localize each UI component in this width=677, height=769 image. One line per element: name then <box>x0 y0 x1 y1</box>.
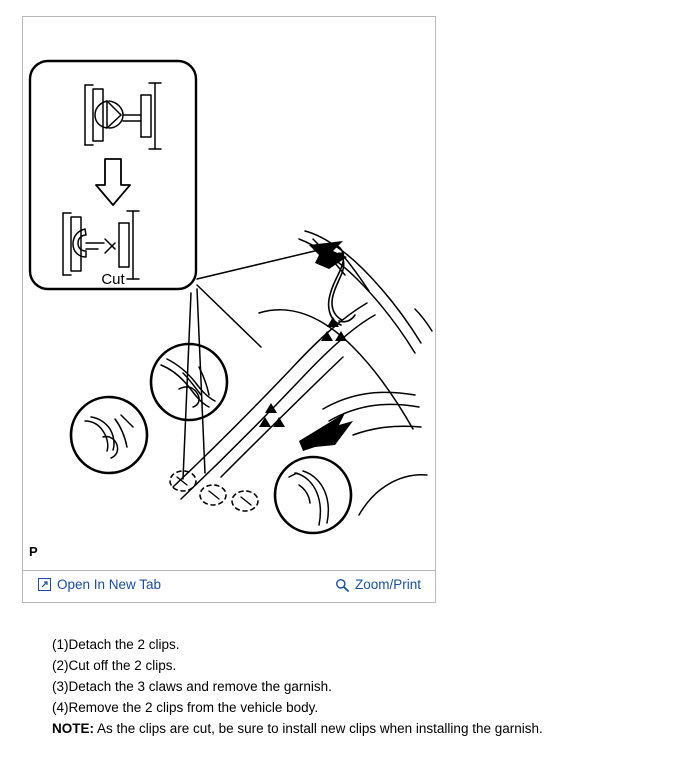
down-arrow <box>96 159 130 205</box>
note-label: NOTE: <box>52 721 94 736</box>
open-in-new-tab-button[interactable] <box>38 577 161 592</box>
figure-cut-label: Cut <box>101 271 125 288</box>
claw-marker-lower <box>259 403 285 427</box>
detail-circle-right <box>275 457 351 533</box>
vehicle-outline <box>173 231 432 515</box>
note-text: As the clips are cut, be sure to install new clips when installing the garnish. <box>97 721 543 736</box>
zoom-print-label: Zoom/Print <box>354 577 421 592</box>
zoom-print-button[interactable] <box>335 577 421 592</box>
step-line: (4)Remove the 2 clips from the vehicle body. <box>52 700 319 715</box>
step-line: (3)Detach the 3 claws and remove the garnish. <box>52 679 332 694</box>
open-in-new-tab-icon <box>38 578 51 591</box>
magnifier-icon <box>335 578 349 592</box>
note-line <box>52 718 652 739</box>
clip-detail-after <box>63 211 139 279</box>
figure-illustration <box>23 17 435 562</box>
figure-panel <box>22 16 436 603</box>
callout-box <box>30 61 196 289</box>
detail-circle-left <box>71 397 147 473</box>
clip-detail-before <box>85 83 161 149</box>
procedure-steps <box>52 634 652 739</box>
figure-toolbar <box>23 570 435 602</box>
open-in-new-tab-label: Open In New Tab <box>57 577 162 592</box>
arrow-lower <box>299 413 353 451</box>
step-line: (2)Cut off the 2 clips. <box>52 658 177 673</box>
step-line: (1)Detach the 2 clips. <box>52 637 180 652</box>
claw-marker-upper <box>321 317 347 341</box>
page-marker: P <box>29 544 38 559</box>
